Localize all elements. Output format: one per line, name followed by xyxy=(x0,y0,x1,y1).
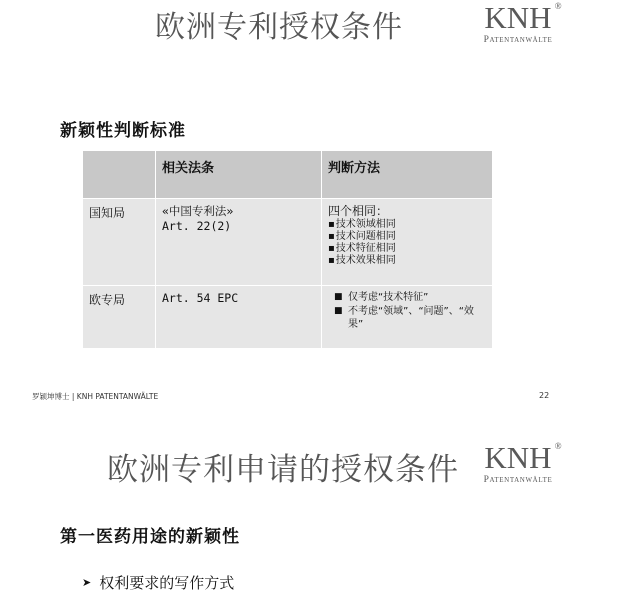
list-item-text: 仅考虑“技术特征” xyxy=(348,292,429,303)
law-article: Art. 22(2) xyxy=(162,219,232,233)
registered-mark: ® xyxy=(554,1,562,11)
table-cell-law xyxy=(156,199,322,286)
table-header-cell-law: 相关法条 xyxy=(156,151,322,199)
law-article: Art. 54 EPC xyxy=(162,291,239,305)
table-row xyxy=(83,286,493,349)
logo-subtitle: Patentanwälte xyxy=(483,35,553,45)
square-bullet-icon: ■ xyxy=(334,292,343,302)
list-item xyxy=(334,305,486,331)
registered-mark: ® xyxy=(554,441,562,451)
table-cell-law xyxy=(156,286,322,349)
table-header-row xyxy=(83,151,493,199)
slide-title: 欧洲专利申请的授权条件 xyxy=(107,452,459,488)
logo-mark-text: KNH xyxy=(484,440,552,475)
section-heading: 第一医药用途的新颖性 xyxy=(60,527,240,547)
novelty-criteria-table xyxy=(82,150,492,347)
list-item: ▪ 技术领域相同 xyxy=(328,219,486,231)
page-number: 22 xyxy=(539,391,550,400)
list-item-text: 不考虑“领域”、“问题”、“效果” xyxy=(348,306,474,330)
logo-subtitle: Patentanwälte xyxy=(483,475,553,485)
square-bullet-icon: ■ xyxy=(334,306,343,316)
table-row xyxy=(83,199,493,286)
list-item: ▪ 技术问题相同 xyxy=(328,231,486,243)
method-list xyxy=(328,291,486,331)
table-header-cell-empty xyxy=(83,151,156,199)
table-cell-method xyxy=(322,286,493,349)
slide-title: 欧洲专利授权条件 xyxy=(155,10,403,45)
knh-logo xyxy=(478,440,562,486)
list-item xyxy=(334,291,486,304)
slide-2 xyxy=(0,420,630,607)
table-cell-office: 国知局 xyxy=(83,199,156,286)
list-item: ▪ 技术效果相同 xyxy=(328,255,486,267)
footer-author: 罗颖坤博士 | KNH PATENTANWÄLTE xyxy=(32,392,159,401)
table-cell-office: 欧专局 xyxy=(83,286,156,349)
section-heading: 新颖性判断标准 xyxy=(60,121,186,141)
method-list xyxy=(328,219,486,267)
logo-mark-text: KNH xyxy=(484,0,552,35)
table-header-cell-method: 判断方法 xyxy=(322,151,493,199)
list-item xyxy=(82,572,234,593)
method-lead: 四个相同： xyxy=(328,204,389,218)
table-cell-method xyxy=(322,199,493,286)
list-item: ▪ 技术特征相同 xyxy=(328,243,486,255)
knh-logo xyxy=(478,0,562,46)
law-name: «中国专利法» xyxy=(162,204,234,218)
list-item-text: 权利要求的写作方式 xyxy=(99,574,235,592)
arrow-bullet-icon: ➤ xyxy=(82,576,92,589)
